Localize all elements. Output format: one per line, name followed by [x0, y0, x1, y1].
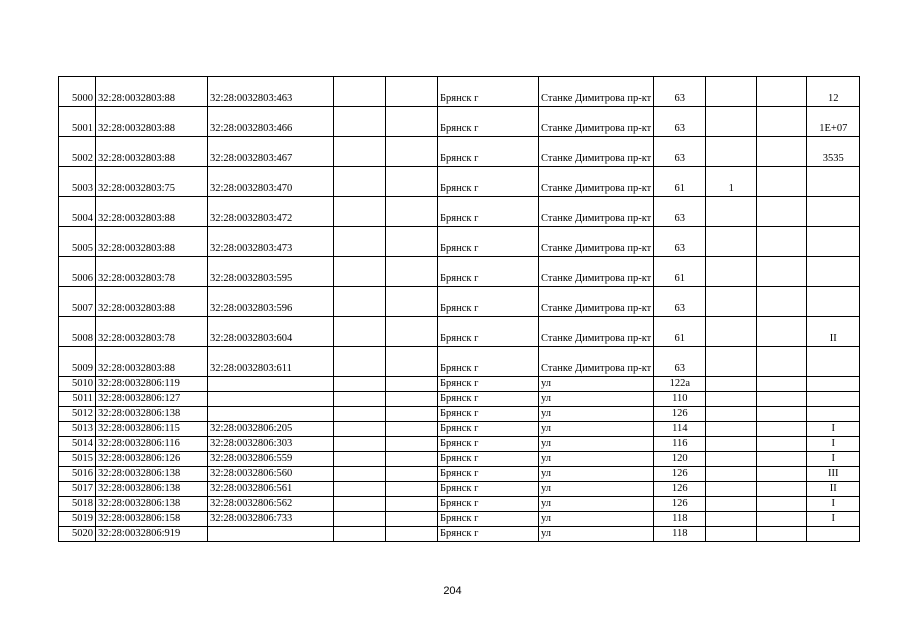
- empty-cell: [334, 317, 386, 347]
- empty-cell: [334, 227, 386, 257]
- cadastral-number-cell: 32:28:0032803:88: [96, 107, 208, 137]
- empty-cell: [757, 197, 807, 227]
- building-cell: [706, 77, 757, 107]
- cadastral-number-cell: 32:28:0032803:88: [96, 347, 208, 377]
- house-number-cell: 126: [654, 482, 706, 497]
- cadastral-number-cell: 32:28:0032806:138: [96, 467, 208, 482]
- table-row: [59, 197, 860, 227]
- apartment-cell: [807, 407, 860, 422]
- object-cadastral-number-cell: 32:28:0032803:604: [208, 317, 334, 347]
- cadastral-number-cell: 32:28:0032803:88: [96, 77, 208, 107]
- empty-cell: [334, 257, 386, 287]
- object-cadastral-number-cell: 32:28:0032803:470: [208, 167, 334, 197]
- building-cell: [706, 422, 757, 437]
- city-cell: Брянск г: [438, 137, 539, 167]
- street-cell: Станке Димитрова пр-кт: [539, 167, 654, 197]
- cadastral-number-cell: 32:28:0032806:115: [96, 422, 208, 437]
- object-cadastral-number-cell: [208, 392, 334, 407]
- apartment-cell: I: [807, 452, 860, 467]
- house-number-cell: 63: [654, 287, 706, 317]
- house-number-cell: 126: [654, 467, 706, 482]
- apartment-cell: [807, 392, 860, 407]
- row-number-cell: 5002: [59, 137, 96, 167]
- empty-cell: [334, 422, 386, 437]
- apartment-cell: [807, 167, 860, 197]
- building-cell: [706, 497, 757, 512]
- house-number-cell: 126: [654, 407, 706, 422]
- empty-cell: [386, 167, 438, 197]
- row-number-cell: 5004: [59, 197, 96, 227]
- cadastral-number-cell: 32:28:0032806:919: [96, 527, 208, 542]
- page-number: 204: [443, 585, 462, 597]
- city-cell: Брянск г: [438, 482, 539, 497]
- empty-cell: [334, 137, 386, 167]
- city-cell: Брянск г: [438, 227, 539, 257]
- empty-cell: [757, 287, 807, 317]
- street-cell: ул: [539, 482, 654, 497]
- apartment-cell: [807, 197, 860, 227]
- empty-cell: [757, 452, 807, 467]
- building-cell: [706, 287, 757, 317]
- street-cell: ул: [539, 422, 654, 437]
- house-number-cell: 63: [654, 107, 706, 137]
- cadastral-number-cell: 32:28:0032806:127: [96, 392, 208, 407]
- house-number-cell: 116: [654, 437, 706, 452]
- apartment-cell: I: [807, 512, 860, 527]
- cadastral-number-cell: 32:28:0032803:78: [96, 257, 208, 287]
- empty-cell: [334, 482, 386, 497]
- empty-cell: [386, 197, 438, 227]
- empty-cell: [757, 527, 807, 542]
- object-cadastral-number-cell: [208, 407, 334, 422]
- city-cell: Брянск г: [438, 437, 539, 452]
- row-number-cell: 5015: [59, 452, 96, 467]
- house-number-cell: 118: [654, 527, 706, 542]
- table-row: [59, 227, 860, 257]
- building-cell: [706, 137, 757, 167]
- row-number-cell: 5009: [59, 347, 96, 377]
- table-row: [59, 482, 860, 497]
- house-number-cell: 122а: [654, 377, 706, 392]
- empty-cell: [386, 407, 438, 422]
- apartment-cell: III: [807, 467, 860, 482]
- house-number-cell: 61: [654, 317, 706, 347]
- object-cadastral-number-cell: 32:28:0032803:463: [208, 77, 334, 107]
- empty-cell: [386, 497, 438, 512]
- object-cadastral-number-cell: 32:28:0032803:611: [208, 347, 334, 377]
- cadastral-number-cell: 32:28:0032806:126: [96, 452, 208, 467]
- street-cell: ул: [539, 497, 654, 512]
- object-cadastral-number-cell: 32:28:0032803:466: [208, 107, 334, 137]
- empty-cell: [386, 422, 438, 437]
- apartment-cell: [807, 257, 860, 287]
- empty-cell: [757, 227, 807, 257]
- address-table: [58, 76, 860, 542]
- empty-cell: [334, 107, 386, 137]
- object-cadastral-number-cell: 32:28:0032803:595: [208, 257, 334, 287]
- empty-cell: [757, 422, 807, 437]
- object-cadastral-number-cell: 32:28:0032803:467: [208, 137, 334, 167]
- street-cell: ул: [539, 392, 654, 407]
- table-row: [59, 77, 860, 107]
- building-cell: [706, 197, 757, 227]
- empty-cell: [386, 452, 438, 467]
- house-number-cell: 120: [654, 452, 706, 467]
- row-number-cell: 5000: [59, 77, 96, 107]
- building-cell: [706, 482, 757, 497]
- city-cell: Брянск г: [438, 167, 539, 197]
- street-cell: ул: [539, 452, 654, 467]
- empty-cell: [334, 77, 386, 107]
- empty-cell: [386, 227, 438, 257]
- city-cell: Брянск г: [438, 77, 539, 107]
- empty-cell: [757, 167, 807, 197]
- table-row: [59, 107, 860, 137]
- empty-cell: [757, 467, 807, 482]
- empty-cell: [334, 452, 386, 467]
- empty-cell: [386, 482, 438, 497]
- object-cadastral-number-cell: 32:28:0032806:560: [208, 467, 334, 482]
- table-row: [59, 317, 860, 347]
- street-cell: ул: [539, 407, 654, 422]
- building-cell: [706, 527, 757, 542]
- empty-cell: [334, 167, 386, 197]
- city-cell: Брянск г: [438, 467, 539, 482]
- city-cell: Брянск г: [438, 392, 539, 407]
- apartment-cell: 3535: [807, 137, 860, 167]
- apartment-cell: [807, 287, 860, 317]
- table-row: [59, 167, 860, 197]
- object-cadastral-number-cell: 32:28:0032806:733: [208, 512, 334, 527]
- house-number-cell: 63: [654, 347, 706, 377]
- object-cadastral-number-cell: [208, 377, 334, 392]
- street-cell: Станке Димитрова пр-кт: [539, 227, 654, 257]
- empty-cell: [757, 392, 807, 407]
- empty-cell: [757, 317, 807, 347]
- apartment-cell: [807, 347, 860, 377]
- city-cell: Брянск г: [438, 422, 539, 437]
- table-row: [59, 392, 860, 407]
- street-cell: Станке Димитрова пр-кт: [539, 287, 654, 317]
- row-number-cell: 5006: [59, 257, 96, 287]
- street-cell: ул: [539, 377, 654, 392]
- table-row: [59, 407, 860, 422]
- cadastral-number-cell: 32:28:0032806:119: [96, 377, 208, 392]
- row-number-cell: 5014: [59, 437, 96, 452]
- building-cell: [706, 257, 757, 287]
- building-cell: [706, 377, 757, 392]
- street-cell: Станке Димитрова пр-кт: [539, 107, 654, 137]
- cadastral-number-cell: 32:28:0032806:158: [96, 512, 208, 527]
- empty-cell: [757, 77, 807, 107]
- row-number-cell: 5011: [59, 392, 96, 407]
- empty-cell: [757, 107, 807, 137]
- cadastral-number-cell: 32:28:0032806:138: [96, 482, 208, 497]
- table-row: [59, 422, 860, 437]
- city-cell: Брянск г: [438, 512, 539, 527]
- empty-cell: [386, 467, 438, 482]
- empty-cell: [334, 347, 386, 377]
- empty-cell: [334, 197, 386, 227]
- empty-cell: [757, 482, 807, 497]
- object-cadastral-number-cell: 32:28:0032806:559: [208, 452, 334, 467]
- cadastral-number-cell: 32:28:0032806:116: [96, 437, 208, 452]
- empty-cell: [386, 257, 438, 287]
- building-cell: [706, 467, 757, 482]
- table-row: [59, 437, 860, 452]
- city-cell: Брянск г: [438, 407, 539, 422]
- building-cell: [706, 392, 757, 407]
- city-cell: Брянск г: [438, 452, 539, 467]
- house-number-cell: 63: [654, 227, 706, 257]
- apartment-cell: [807, 377, 860, 392]
- empty-cell: [386, 437, 438, 452]
- street-cell: ул: [539, 467, 654, 482]
- empty-cell: [386, 107, 438, 137]
- cadastral-number-cell: 32:28:0032803:88: [96, 137, 208, 167]
- row-number-cell: 5020: [59, 527, 96, 542]
- street-cell: ул: [539, 437, 654, 452]
- building-cell: [706, 107, 757, 137]
- row-number-cell: 5008: [59, 317, 96, 347]
- row-number-cell: 5013: [59, 422, 96, 437]
- house-number-cell: 110: [654, 392, 706, 407]
- empty-cell: [334, 497, 386, 512]
- building-cell: 1: [706, 167, 757, 197]
- apartment-cell: I: [807, 437, 860, 452]
- object-cadastral-number-cell: 32:28:0032803:472: [208, 197, 334, 227]
- building-cell: [706, 317, 757, 347]
- table-row: [59, 287, 860, 317]
- empty-cell: [757, 137, 807, 167]
- city-cell: Брянск г: [438, 257, 539, 287]
- object-cadastral-number-cell: 32:28:0032806:561: [208, 482, 334, 497]
- apartment-cell: II: [807, 317, 860, 347]
- street-cell: Станке Димитрова пр-кт: [539, 137, 654, 167]
- empty-cell: [334, 512, 386, 527]
- object-cadastral-number-cell: [208, 527, 334, 542]
- house-number-cell: 61: [654, 167, 706, 197]
- table-row: [59, 257, 860, 287]
- cadastral-number-cell: 32:28:0032803:75: [96, 167, 208, 197]
- table-body: [59, 77, 860, 542]
- row-number-cell: 5003: [59, 167, 96, 197]
- house-number-cell: 63: [654, 77, 706, 107]
- city-cell: Брянск г: [438, 197, 539, 227]
- row-number-cell: 5005: [59, 227, 96, 257]
- street-cell: Станке Димитрова пр-кт: [539, 77, 654, 107]
- house-number-cell: 61: [654, 257, 706, 287]
- empty-cell: [334, 377, 386, 392]
- empty-cell: [386, 347, 438, 377]
- empty-cell: [386, 77, 438, 107]
- empty-cell: [386, 512, 438, 527]
- empty-cell: [334, 437, 386, 452]
- table-row: [59, 467, 860, 482]
- object-cadastral-number-cell: 32:28:0032806:205: [208, 422, 334, 437]
- empty-cell: [757, 347, 807, 377]
- empty-cell: [386, 317, 438, 347]
- apartment-cell: [807, 227, 860, 257]
- row-number-cell: 5010: [59, 377, 96, 392]
- row-number-cell: 5017: [59, 482, 96, 497]
- street-cell: Станке Димитрова пр-кт: [539, 257, 654, 287]
- house-number-cell: 63: [654, 197, 706, 227]
- building-cell: [706, 437, 757, 452]
- object-cadastral-number-cell: 32:28:0032806:303: [208, 437, 334, 452]
- row-number-cell: 5016: [59, 467, 96, 482]
- empty-cell: [386, 392, 438, 407]
- empty-cell: [386, 377, 438, 392]
- street-cell: ул: [539, 527, 654, 542]
- empty-cell: [757, 377, 807, 392]
- apartment-cell: I: [807, 497, 860, 512]
- row-number-cell: 5018: [59, 497, 96, 512]
- cadastral-number-cell: 32:28:0032803:88: [96, 287, 208, 317]
- table-row: [59, 497, 860, 512]
- empty-cell: [386, 137, 438, 167]
- empty-cell: [386, 287, 438, 317]
- building-cell: [706, 347, 757, 377]
- row-number-cell: 5007: [59, 287, 96, 317]
- apartment-cell: I: [807, 422, 860, 437]
- empty-cell: [757, 257, 807, 287]
- object-cadastral-number-cell: 32:28:0032803:473: [208, 227, 334, 257]
- row-number-cell: 5019: [59, 512, 96, 527]
- street-cell: Станке Димитрова пр-кт: [539, 317, 654, 347]
- city-cell: Брянск г: [438, 107, 539, 137]
- house-number-cell: 118: [654, 512, 706, 527]
- cadastral-number-cell: 32:28:0032806:138: [96, 407, 208, 422]
- street-cell: Станке Димитрова пр-кт: [539, 347, 654, 377]
- table-row: [59, 377, 860, 392]
- city-cell: Брянск г: [438, 287, 539, 317]
- row-number-cell: 5012: [59, 407, 96, 422]
- empty-cell: [334, 392, 386, 407]
- city-cell: Брянск г: [438, 497, 539, 512]
- building-cell: [706, 512, 757, 527]
- city-cell: Брянск г: [438, 527, 539, 542]
- empty-cell: [757, 407, 807, 422]
- house-number-cell: 114: [654, 422, 706, 437]
- cadastral-number-cell: 32:28:0032803:88: [96, 227, 208, 257]
- house-number-cell: 126: [654, 497, 706, 512]
- table-row: [59, 512, 860, 527]
- apartment-cell: 12: [807, 77, 860, 107]
- empty-cell: [334, 467, 386, 482]
- row-number-cell: 5001: [59, 107, 96, 137]
- table-row: [59, 452, 860, 467]
- apartment-cell: 1E+07: [807, 107, 860, 137]
- empty-cell: [334, 527, 386, 542]
- city-cell: Брянск г: [438, 317, 539, 347]
- empty-cell: [757, 437, 807, 452]
- empty-cell: [334, 407, 386, 422]
- table-row: [59, 347, 860, 377]
- street-cell: ул: [539, 512, 654, 527]
- house-number-cell: 63: [654, 137, 706, 167]
- empty-cell: [386, 527, 438, 542]
- apartment-cell: II: [807, 482, 860, 497]
- street-cell: Станке Димитрова пр-кт: [539, 197, 654, 227]
- table-row: [59, 527, 860, 542]
- building-cell: [706, 407, 757, 422]
- city-cell: Брянск г: [438, 377, 539, 392]
- building-cell: [706, 452, 757, 467]
- table-row: [59, 137, 860, 167]
- object-cadastral-number-cell: 32:28:0032806:562: [208, 497, 334, 512]
- building-cell: [706, 227, 757, 257]
- cadastral-number-cell: 32:28:0032803:88: [96, 197, 208, 227]
- city-cell: Брянск г: [438, 347, 539, 377]
- cadastral-number-cell: 32:28:0032806:138: [96, 497, 208, 512]
- object-cadastral-number-cell: 32:28:0032803:596: [208, 287, 334, 317]
- cadastral-number-cell: 32:28:0032803:78: [96, 317, 208, 347]
- empty-cell: [757, 497, 807, 512]
- empty-cell: [334, 287, 386, 317]
- empty-cell: [757, 512, 807, 527]
- apartment-cell: [807, 527, 860, 542]
